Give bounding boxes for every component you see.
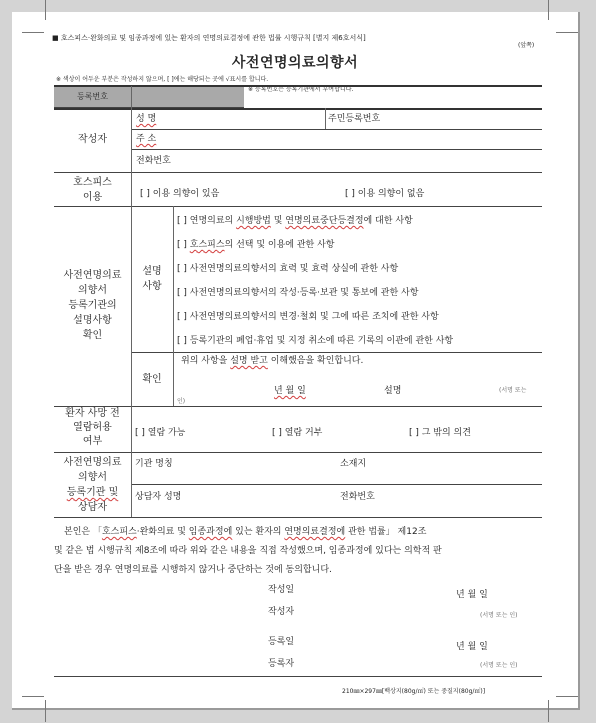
crop-mark-left-top: [22, 32, 44, 33]
crop-mark-right-top: [556, 32, 578, 33]
writer-sign-label: 작성자: [268, 607, 295, 617]
agency-label-line3-text: 등록기관 및: [66, 487, 119, 498]
statement-line-2: 및 같은 법 시행규칙 제8조에 따라 위와 같은 내용을 직접 작성했으며, 임종과정에 있다는 의학적 판: [54, 546, 442, 556]
registered-date-label: 등록일: [268, 637, 295, 647]
writer-seal-note[interactable]: (서명 또는 인): [480, 612, 518, 619]
crop-mark-left-bottom: [22, 696, 44, 697]
viewing-option-deny[interactable]: [ ] 열람 거부: [272, 428, 323, 438]
explain-items-label-line1: 설명: [142, 266, 162, 277]
explain-item-6[interactable]: [ ] 등록기관의 폐업·휴업 및 지정 취소에 따른 기록의 이관에 관한 사항: [177, 336, 454, 346]
explain-item-5[interactable]: [ ] 사전연명의료의향서의 변경·철회 및 그에 따른 조치에 관한 사항: [177, 312, 439, 322]
registered-date-value[interactable]: 년 월 일: [456, 642, 488, 652]
confirm-date-ymd: 년 월 일: [274, 386, 306, 396]
explain-label-line3: 등록기관의: [68, 300, 117, 311]
document-page: [12, 12, 580, 710]
form-note: ※ 색상이 어두운 부분은 작성하지 않으며, [ ]에는 해당되는 곳에 √표시를 합니다.: [56, 76, 269, 83]
confirm-text-received: 설명 받고: [230, 356, 268, 366]
viewing-section-label: [54, 407, 131, 449]
crop-mark-top-left: [45, 0, 46, 20]
agency-section-label: [54, 455, 131, 515]
explain-item-4[interactable]: [ ] 사전연명의료의향서의 작성·등록·보관 및 통보에 관한 사항: [177, 288, 419, 298]
viewing-label-line2: 열람허용: [73, 422, 112, 433]
explain-item-2[interactable]: [ ] 호스피스의 선택 및 이용에 관한 사항: [177, 240, 335, 250]
statement-decision: 연명의료결정에: [284, 527, 346, 537]
explain-item-3[interactable]: [ ] 사전연명의료의향서의 효력 및 효력 상실에 관한 사항: [177, 264, 399, 274]
confirm-label: 확인: [142, 374, 162, 385]
form-title: 사전연명의료의향서: [231, 55, 359, 71]
confirm-text: 위의 사항을 설명 받고 이해했음을 확인합니다.: [181, 356, 364, 366]
explain-item-1-decision: 연명의료중단등결정: [285, 216, 364, 226]
counselor-name-field[interactable]: 상담자 성명: [135, 492, 182, 502]
resident-id-field[interactable]: 주민등록번호: [328, 114, 381, 124]
viewing-option-other[interactable]: [ ] 그 밖의 의견: [409, 428, 471, 438]
shaded-reg-value: [131, 86, 244, 107]
paper-spec: 210㎜×297㎜[백상지(80g/㎡) 또는 중질지(80g/㎡)]: [342, 688, 486, 695]
statement-law-name: 호스피스: [101, 527, 137, 537]
registrar-sign-label: 등록자: [268, 659, 295, 669]
explainer-sign[interactable]: 설명: [384, 386, 402, 396]
written-date-label: 작성일: [268, 585, 295, 595]
explain-item-1[interactable]: [ ] 연명의료의 시행방법 및 연명의료중단등결정에 대한 사항: [177, 216, 413, 226]
hospice-option-no[interactable]: [ ] 이용 의향이 없음: [345, 189, 425, 199]
counselor-phone-field[interactable]: 전화번호: [340, 492, 375, 502]
statement-line-1: 본인은 「호스피스·완화의료 및 임종과정에 있는 환자의 연명의료결정에 관한 법률」 제12조: [64, 527, 427, 537]
explain-item-1-method: 시행방법: [236, 216, 271, 226]
name-field[interactable]: [136, 111, 156, 124]
seal-note: (서명 또는: [499, 387, 527, 394]
confirm-date[interactable]: [274, 383, 306, 396]
statement-dying-process: 임종과정에: [188, 527, 233, 537]
viewing-label-line3: 여부: [82, 436, 103, 447]
viewing-label-line1: 환자 사망 전: [65, 408, 120, 419]
statement-line-3: 단을 받은 경우 연명의료를 시행하지 않거나 중단하는 것에 동의합니다.: [54, 565, 332, 575]
hospice-label-line1: 호스피스: [73, 177, 112, 188]
viewing-option-allow[interactable]: [ ] 열람 가능: [135, 428, 186, 438]
explain-label-line5: 확인: [82, 330, 103, 341]
agency-label-line3: [54, 485, 131, 500]
explain-items-label-line2: 사항: [142, 281, 162, 292]
hospice-label-line2: 이용: [82, 192, 103, 203]
agency-name-field[interactable]: 기관 명칭: [135, 459, 173, 469]
registrar-seal-note[interactable]: (서명 또는 인): [480, 662, 518, 669]
side-label: (앞쪽): [518, 42, 535, 49]
address-field[interactable]: [136, 131, 156, 144]
hospice-option-yes[interactable]: [ ] 이용 의향이 있음: [140, 189, 220, 199]
seal-note-cont: 인): [177, 398, 186, 405]
explain-section-label: [54, 268, 131, 343]
agency-label-line4: 상담자: [78, 502, 107, 513]
name-label: 성 명: [136, 114, 157, 124]
crop-mark-right-bottom: [556, 696, 578, 697]
explain-label-line2: 의향서: [78, 285, 107, 296]
writer-section-label: 작성자: [78, 134, 107, 145]
phone-field[interactable]: 전화번호: [136, 156, 171, 166]
agency-label-line1: 사전연명의료: [63, 457, 122, 468]
reg-note: ※ 등록번호는 등록기관에서 부여합니다.: [248, 86, 354, 93]
crop-mark-bottom-right: [548, 700, 549, 722]
explain-items-label: [131, 264, 173, 294]
agency-location-field[interactable]: 소재지: [340, 459, 367, 469]
explain-label-line1: 사전연명의료: [63, 270, 122, 281]
agency-label-line2: 의향서: [78, 472, 107, 483]
explain-item-2-hospice: 호스피스: [189, 240, 225, 250]
written-date-value[interactable]: 년 월 일: [456, 590, 488, 600]
address-label: 주 소: [136, 134, 157, 144]
reg-number-label: 등록번호: [77, 92, 108, 101]
explain-label-line4: 설명사항: [73, 315, 112, 326]
hospice-section-label: [54, 175, 131, 205]
law-reference: ■ 호스피스·완화의료 및 임종과정에 있는 환자의 연명의료결정에 관한 법률 시행규칙 [별지 제6호서식]: [52, 34, 366, 42]
crop-mark-bottom-left: [45, 700, 46, 722]
crop-mark-top-right: [548, 0, 549, 20]
